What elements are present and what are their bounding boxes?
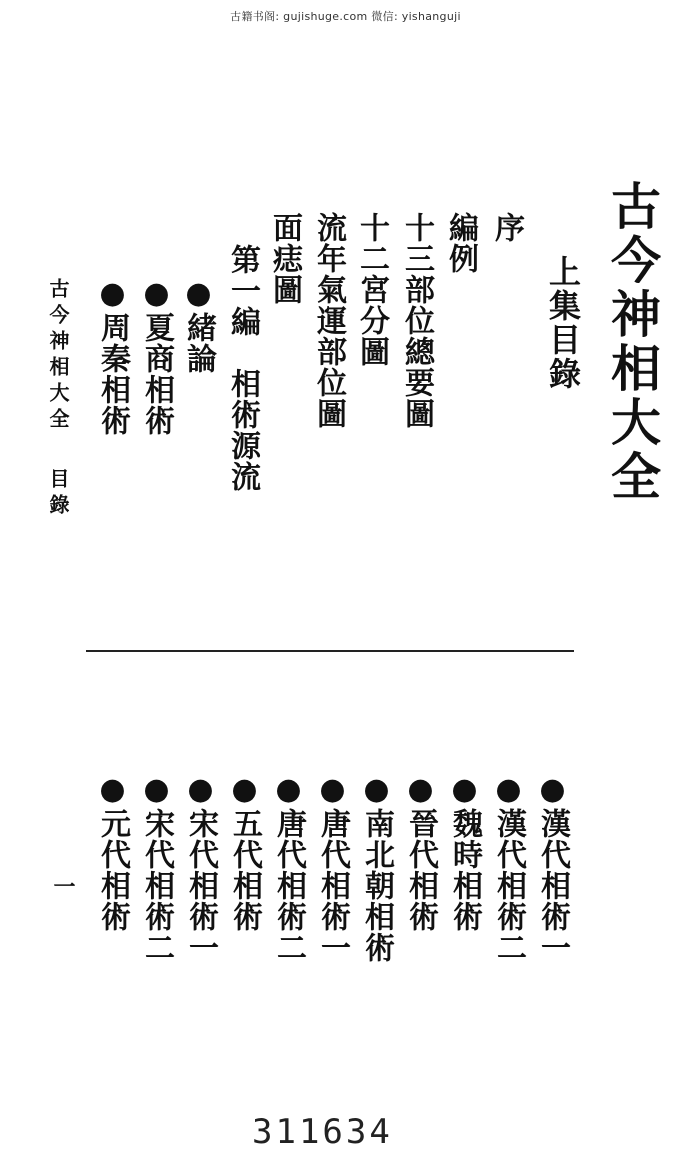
running-footer-title: 古今神相大全	[46, 278, 70, 434]
toc-entry-editorial-notes: 編例	[443, 212, 478, 274]
page-number: 一	[50, 875, 76, 897]
toc-entry-tang-2: ●唐代相術二	[271, 772, 306, 963]
toc-entry-han-1: ●漢代相術一	[535, 772, 570, 963]
watermark: 古籍书阁: gujishuge.com 微信: yishanguji	[230, 10, 461, 23]
toc-entry-preface: 序	[489, 212, 524, 243]
toc-entry-tang-1: ●唐代相術一	[315, 772, 350, 963]
toc-entry-han-2: ●漢代相術二	[491, 772, 526, 963]
toc-entry-northern-southern: ●南北朝相術	[359, 772, 394, 963]
toc-entry-yuan: ●元代相術	[95, 772, 130, 932]
toc-entry-jin: ●晉代相術	[403, 772, 438, 932]
toc-entry-annual-fortune-chart: 流年氣運部位圖	[311, 212, 346, 429]
toc-entry-facial-moles-chart: 面痣圖	[267, 212, 302, 305]
toc-entry-five-dynasties: ●五代相術	[227, 772, 262, 932]
toc-entry-xia-shang: ●夏商相術	[139, 276, 174, 436]
toc-entry-twelve-palaces-chart: 十二宮分圖	[354, 212, 389, 367]
running-footer-section: 目錄	[46, 468, 70, 520]
divider-line	[86, 650, 574, 652]
running-footer	[48, 278, 68, 520]
book-title: 古今神相大全	[603, 180, 662, 504]
section-subtitle: 上集目錄	[544, 255, 582, 391]
toc-entry-wei: ●魏時相術	[447, 772, 482, 932]
toc-entry-song-1: ●宋代相術一	[183, 772, 218, 963]
toc-entry-part-one: 第一編 相術源流	[225, 244, 260, 492]
toc-entry-zhou-qin: ●周秦相術	[95, 276, 130, 436]
serial-number: 311634	[252, 1112, 393, 1152]
toc-entry-introduction: ●緒論	[181, 276, 216, 374]
toc-entry-song-2: ●宋代相術二	[139, 772, 174, 963]
toc-entry-thirteen-positions-chart: 十三部位總要圖	[399, 212, 434, 429]
